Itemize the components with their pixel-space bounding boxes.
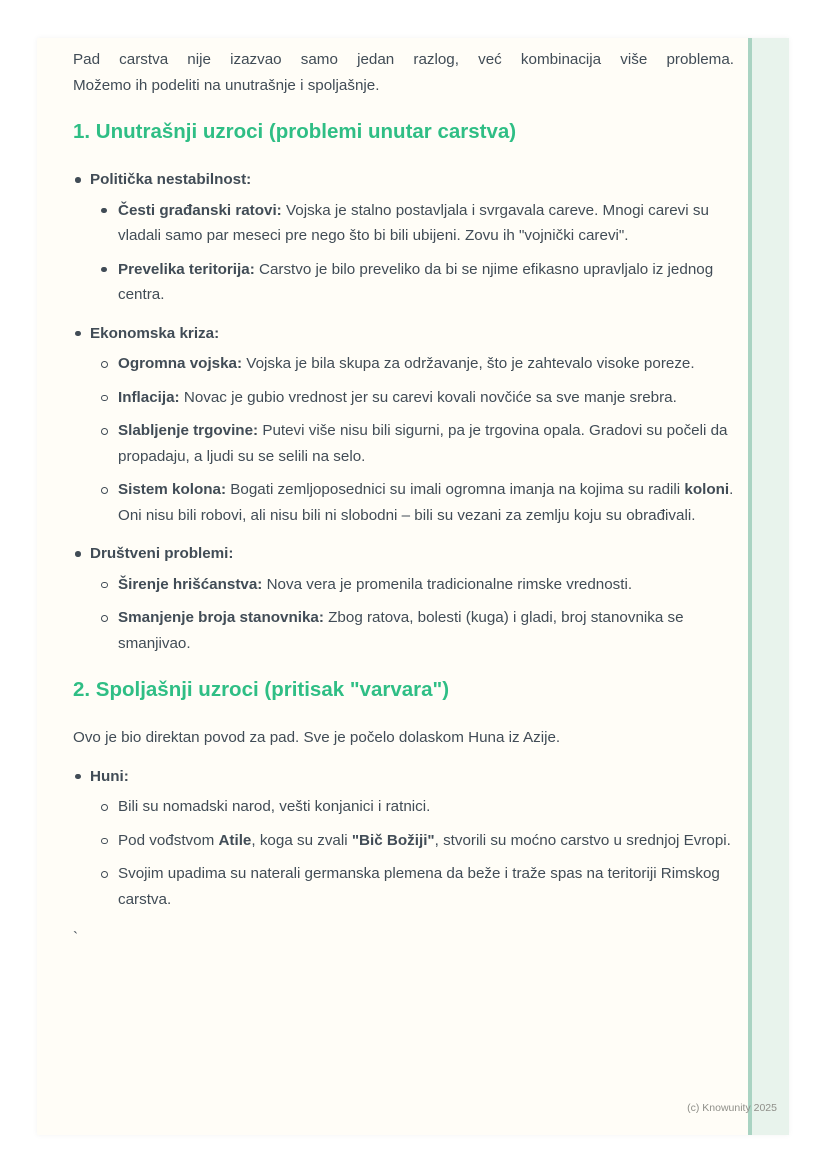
item-text: Zbog ratova, bolesti (kuga) i gladi, broj stanovnika se smanjivao.: [118, 609, 684, 652]
footer-copyright: (c) Knowunity 2025: [687, 1102, 777, 1114]
group-title: Politička nestabilnost:: [90, 171, 252, 188]
section-1-heading: 1. Unutrašnji uzroci (problemi unutar carstva): [73, 120, 517, 143]
item-text: Nova vera je promenila tradicionalne rimske vrednosti.: [262, 575, 633, 593]
item-text: Vojska je stalno postavljala i svrgavala careve. Mnogi carevi su vladali samo par meseci pre nego što bi bili ubijeni. Zovu ih "vojnički carevi".: [118, 201, 709, 244]
item-text: Svojim upadima su naterali germanska plemena da beže i traže spas na teritoriji Rimskog carstva.: [118, 865, 720, 908]
section-2-list: [73, 764, 734, 913]
bullet-circle-icon: [101, 428, 108, 435]
bullet-circle-icon: [101, 838, 108, 845]
item-lead: Česti građanski ratovi:: [118, 201, 282, 219]
intro-line-2: Možemo ih podeliti na unutrašnje i spoljašnje.: [73, 76, 380, 94]
item-lead: Ogromna vojska:: [118, 355, 243, 372]
bullet-disc-icon: [101, 208, 107, 214]
list-item: [118, 257, 734, 308]
item-lead: Inflacija:: [118, 388, 180, 406]
list-item: [118, 385, 734, 411]
list-group-politicka: [90, 167, 734, 308]
section-2-heading: 2. Spoljašnji uzroci (pritisak "varvara"): [73, 678, 450, 701]
item-lead: Širenje hrišćanstva:: [118, 575, 263, 593]
group-title: Huni:: [90, 767, 129, 785]
section-1-list: [73, 167, 734, 656]
right-accent-bar: [748, 38, 789, 1135]
list-item: [118, 861, 734, 912]
bullet-disc-icon: [101, 267, 107, 273]
bullet-circle-icon: [101, 804, 108, 811]
item-text: Vojska je bila skupa za održavanje, što je zahtevalo visoke poreze.: [242, 355, 695, 372]
item-bold-word: Atile: [218, 831, 252, 849]
item-text: Novac je gubio vrednost jer su carevi kovali novčiće sa sve manje srebra.: [179, 388, 677, 406]
list-item: [118, 605, 734, 656]
document-page: [37, 38, 789, 1135]
bullet-circle-icon: [101, 582, 108, 589]
item-lead: Slabljenje trgovine:: [118, 422, 259, 439]
document-content: [73, 47, 734, 951]
sub-list: [90, 351, 734, 528]
bullet-disc-icon: [75, 774, 81, 780]
bullet-disc-icon: [75, 551, 81, 557]
list-group-ekonomska: [90, 321, 734, 529]
list-item: [118, 794, 734, 820]
list-item: [118, 418, 734, 469]
group-title: Ekonomska kriza:: [90, 324, 220, 342]
sub-list: [90, 572, 734, 657]
list-item: [118, 198, 734, 249]
bullet-circle-icon: [101, 487, 108, 494]
item-bold-word: koloni: [684, 481, 730, 498]
section-2-paragraph: Ovo je bio direktan povod za pad. Sve je počelo dolaskom Huna iz Azije.: [73, 729, 561, 746]
bullet-disc-icon: [75, 331, 81, 337]
item-text: Bili su nomadski narod, vešti konjanici i ratnici.: [118, 798, 431, 815]
intro-paragraph: [73, 47, 734, 98]
item-text: Pod vođstvom: [118, 831, 219, 849]
item-lead: Prevelika teritorija:: [118, 260, 255, 278]
list-group-huni: [90, 764, 734, 913]
list-item: [118, 351, 734, 377]
intro-line-1: Pad carstva nije izazvao samo jedan razlog, već kombinacija više problema.: [73, 51, 734, 68]
bullet-disc-icon: [75, 177, 81, 183]
list-item: [118, 828, 734, 854]
item-text: Carstvo je bilo preveliko da bi se njime efikasno upravljalo iz jednog centra.: [118, 260, 714, 303]
item-text: Bogati zemljoposednici su imali ogromna imanja na kojima su radili: [226, 481, 685, 498]
bullet-circle-icon: [101, 871, 108, 878]
sub-list: [90, 794, 734, 912]
bullet-circle-icon: [101, 395, 108, 402]
item-bold-word: "Bič Božiji": [351, 831, 435, 849]
list-item: [118, 572, 734, 598]
bullet-circle-icon: [101, 615, 108, 622]
item-text: Putevi više nisu bili sigurni, pa je trgovina opala. Gradovi su počeli da propadaju, a ljudi su se selili na selo.: [118, 422, 728, 465]
group-title: Društveni problemi:: [90, 545, 234, 562]
item-text: . Oni nisu bili robovi, ali nisu bili ni slobodni – bili su vezani za zemlju koju su obrađivali.: [118, 481, 734, 524]
list-item: [118, 477, 734, 528]
item-lead: Smanjenje broja stanovnika:: [118, 609, 324, 626]
sub-list: [90, 198, 734, 308]
bullet-circle-icon: [101, 361, 108, 368]
item-text: , koga su zvali: [251, 831, 352, 849]
item-text: , stvorili su moćno carstvo u srednjoj Evropi.: [434, 831, 731, 849]
item-lead: Sistem kolona:: [118, 481, 227, 498]
stray-backtick: `: [73, 929, 79, 946]
list-group-drustveni: [90, 541, 734, 656]
